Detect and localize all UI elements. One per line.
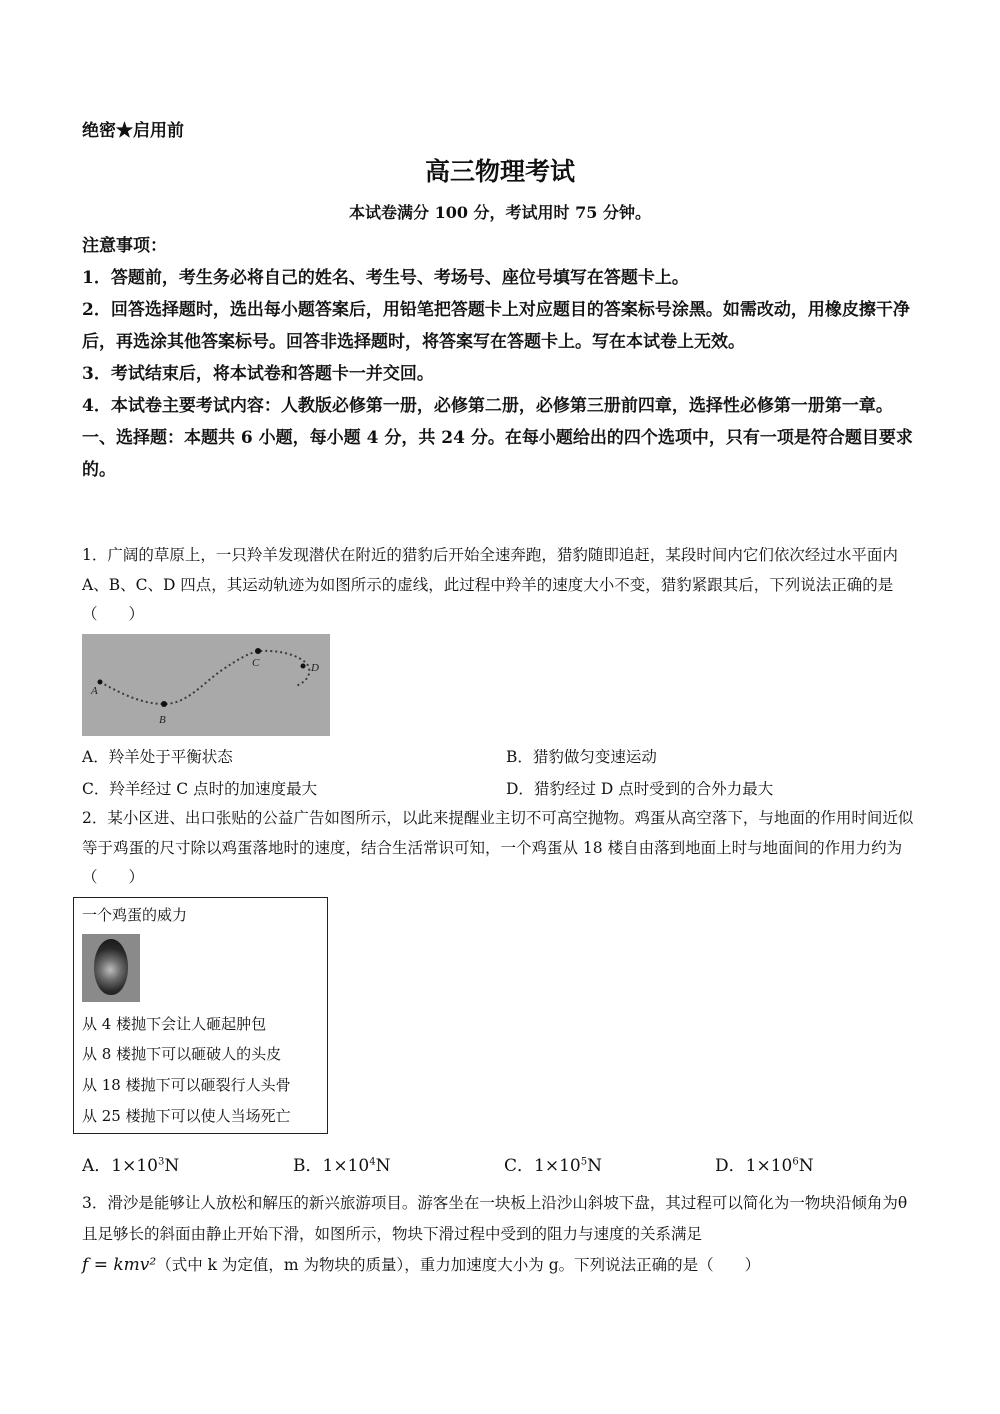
trajectory-figure: [82, 634, 330, 736]
poster-title: 一个鸡蛋的威力: [82, 906, 188, 924]
q1-option-d: D．猎豹经过 D 点时受到的合外力最大: [506, 780, 774, 798]
point-c-label: C: [252, 657, 260, 669]
egg-image: [82, 934, 140, 1002]
notice-item: 1．答题前，考生务必将自己的姓名、考生号、考场号、座位号填写在答题卡上。: [82, 268, 689, 288]
exam-title: 高三物理考试: [424, 157, 575, 186]
point-a-label: A: [91, 685, 98, 697]
trajectory-diagram: [82, 634, 330, 736]
trajectory-path: [100, 651, 309, 704]
poster-line: 从 8 楼抛下可以砸破人的头皮: [82, 1045, 282, 1063]
poster-line: 从 25 楼抛下可以使人当场死亡: [82, 1107, 291, 1125]
notice-item: 2．回答选择题时，选出每小题答案后，用铅笔把答题卡上对应题目的答案标号涂黑。如需改动，用橡皮擦干净后，再选涂其他答案标号。回答非选择题时，将答案写在答题卡上。写在本试卷上无效。: [82, 300, 910, 352]
question-2-stem: 2．某小区进、出口张贴的公益广告如图所示，以此来提醒业主切不可高空抛物。鸡蛋从高空落下，与地面的作用时间近似等于鸡蛋的尺寸除以鸡蛋落地时的速度，结合生活常识可知，一个鸡蛋从 18 楼自由落到地面上时与地面间的作用力约为（ ）: [82, 809, 914, 886]
notice-section: [82, 230, 922, 486]
exam-subtitle: 本试卷满分 100 分，考试用时 75 分钟。: [349, 203, 651, 222]
egg-poster: [73, 897, 328, 1134]
section-heading: 一、选择题：本题共 6 小题，每小题 4 分，共 24 分。在每小题给出的四个选项中，只有一项是符合题目要求的。: [82, 428, 913, 480]
q2-option-a: A．$1\times 10^3N$: [82, 1156, 180, 1176]
notice-item: 4．本试卷主要考试内容：人教版必修第一册，必修第二册，必修第三册前四章，选择性必修第一册第一章。: [82, 396, 893, 416]
question-3-stem: [82, 1188, 922, 1281]
q1-option-c: C．羚羊经过 C 点时的加速度最大: [82, 780, 318, 798]
q3-stem-part2: （式中 k 为定值，m 为物块的质量），重力加速度大小为 g。下列说法正确的是（ ）: [156, 1256, 761, 1274]
q2-option-c: C．$1\times 10^5N$: [504, 1156, 602, 1176]
notice-heading: 注意事项：: [82, 236, 167, 256]
poster-line: 从 18 楼抛下可以砸裂行人头骨: [82, 1076, 291, 1094]
q3-stem-part1: 3．滑沙是能够让人放松和解压的新兴旅游项目。游客坐在一块板上沿沙山斜坡下盘，其过程可以简化为一物块沿倾角为θ且足够长的斜面由静止开始下滑，如图所示，物块下滑过程中受到的阻力与速度的关系满足: [82, 1194, 908, 1243]
notice-item: 3．考试结束后，将本试卷和答题卡一并交回。: [82, 364, 434, 384]
point-b-label: B: [159, 714, 166, 726]
point-a-dot: [98, 680, 103, 685]
point-d-dot: [301, 664, 306, 669]
egg-icon: [94, 939, 128, 995]
point-d-label: D: [311, 662, 319, 674]
confidential-mark: 绝密★启用前: [82, 121, 184, 141]
q3-formula: f = kmv²: [82, 1255, 157, 1275]
point-b-dot: [161, 701, 167, 707]
point-c-dot: [255, 648, 261, 654]
q1-option-a: A．羚羊处于平衡状态: [82, 748, 233, 766]
q2-option-b: B．$1\times 10^4N$: [293, 1156, 391, 1176]
poster-line: 从 4 楼抛下会让人砸起肿包: [82, 1015, 267, 1033]
q2-option-d: D．$1\times 10^6N$: [715, 1156, 814, 1176]
question-1-stem: 1．广阔的草原上，一只羚羊发现潜伏在附近的猎豹后开始全速奔跑，猎豹随即追赶，某段时间内它们依次经过水平面内 A、B、C、D 四点，其运动轨迹为如图所示的虚线，此过程中羚羊的速度大小不变，猎豹紧跟其后，下列说法正确的是（ ）: [82, 546, 898, 623]
q1-option-b: B．猎豹做匀变速运动: [506, 748, 657, 766]
